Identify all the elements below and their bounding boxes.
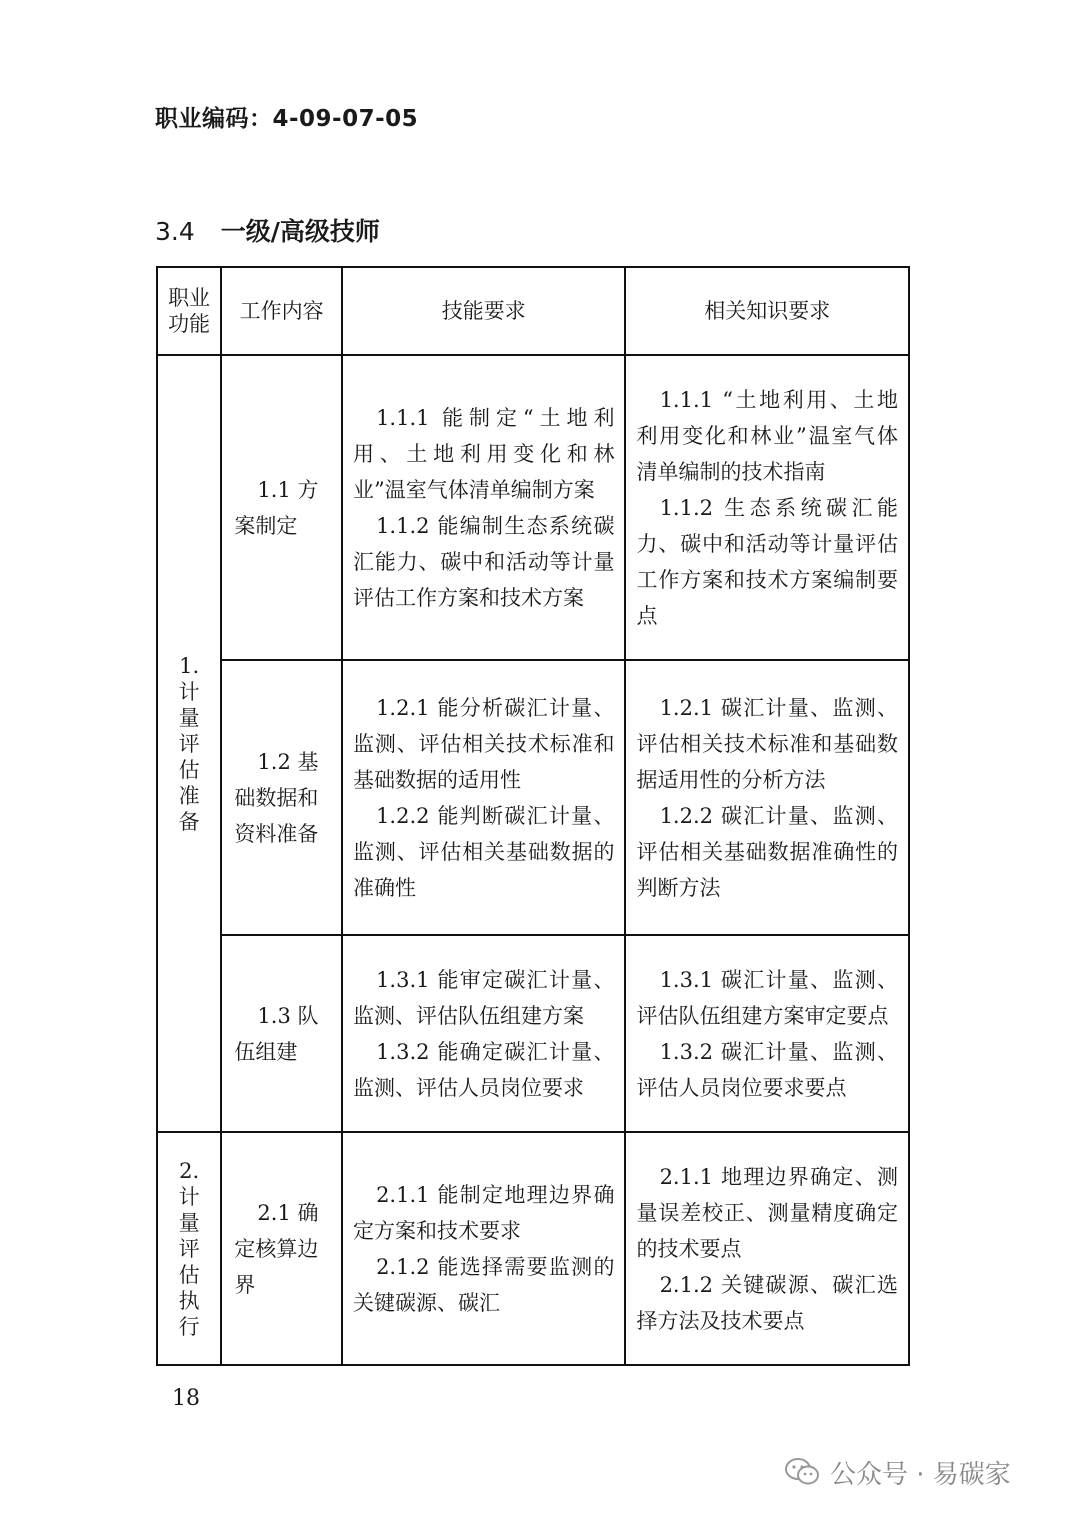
section-heading xyxy=(155,212,380,248)
skill-item: 1.3.2 能确定碳汇计量、监测、评估人员岗位要求 xyxy=(352,1039,615,1100)
table-row xyxy=(157,1132,909,1365)
skill-item: 1.1.2 能编制生态系统碳汇能力、碳中和活动等计量评估工作方案和技术方案 xyxy=(352,513,615,610)
knowledge-cell xyxy=(625,935,909,1132)
section-number: 3.4 xyxy=(155,217,195,246)
function-cell: 1.计量评估准备 xyxy=(157,355,221,1132)
knowledge-item: 1.3.1 碳汇计量、监测、评估队伍组建方案审定要点 xyxy=(636,967,898,1028)
page-number: 18 xyxy=(172,1386,200,1411)
work-content-cell: 1.1 方案制定 xyxy=(221,355,342,660)
header-work-content: 工作内容 xyxy=(221,267,342,355)
work-content-cell: 1.3 队伍组建 xyxy=(221,935,342,1132)
occupation-code: 职业编码：4-09-07-05 xyxy=(155,106,419,132)
skill-item: 1.2.2 能判断碳汇计量、监测、评估相关基础数据的准确性 xyxy=(352,803,615,900)
knowledge-item: 2.1.1 地理边界确定、测量误差校正、测量精度确定的技术要点 xyxy=(636,1164,898,1261)
header-skills: 技能要求 xyxy=(342,267,626,355)
knowledge-cell xyxy=(625,355,909,660)
header-knowledge: 相关知识要求 xyxy=(625,267,909,355)
header-function: 职业 功能 xyxy=(157,267,221,355)
skill-item: 1.2.1 能分析碳汇计量、监测、评估相关技术标准和基础数据的适用性 xyxy=(352,695,615,792)
knowledge-item: 1.2.2 碳汇计量、监测、评估相关基础数据准确性的判断方法 xyxy=(636,803,898,900)
table-row xyxy=(157,935,909,1132)
skills-cell xyxy=(342,1132,626,1365)
table-header-row xyxy=(157,267,909,355)
skill-item: 1.1.1 能制定“土地利用、土地利用变化和林业”温室气体清单编制方案 xyxy=(352,405,615,502)
knowledge-cell xyxy=(625,660,909,935)
function-cell: 2.计量评估执行 xyxy=(157,1132,221,1365)
requirements-table xyxy=(156,266,910,1366)
work-content-cell: 1.2 基础数据和资料准备 xyxy=(221,660,342,935)
skill-item: 1.3.1 能审定碳汇计量、监测、评估队伍组建方案 xyxy=(352,967,615,1028)
skills-cell xyxy=(342,355,626,660)
watermark xyxy=(784,1455,1011,1489)
section-title: 一级/高级技师 xyxy=(220,217,380,246)
knowledge-item: 1.2.1 碳汇计量、监测、评估相关技术标准和基础数据适用性的分析方法 xyxy=(636,695,898,792)
skill-item: 2.1.2 能选择需要监测的关键碳源、碳汇 xyxy=(352,1254,615,1315)
skills-cell xyxy=(342,935,626,1132)
knowledge-item: 2.1.2 关键碳源、碳汇选择方法及技术要点 xyxy=(636,1272,898,1333)
knowledge-item: 1.3.2 碳汇计量、监测、评估人员岗位要求要点 xyxy=(636,1039,898,1100)
skill-item: 2.1.1 能制定地理边界确定方案和技术要求 xyxy=(352,1182,615,1243)
knowledge-item: 1.1.1 “土地利用、土地利用变化和林业”温室气体清单编制的技术指南 xyxy=(636,387,898,484)
table-row xyxy=(157,355,909,660)
wechat-icon xyxy=(784,1457,820,1487)
table-row xyxy=(157,660,909,935)
knowledge-item: 1.1.2 生态系统碳汇能力、碳中和活动等计量评估工作方案和技术方案编制要点 xyxy=(636,495,898,628)
knowledge-cell xyxy=(625,1132,909,1365)
work-content-cell: 2.1 确定核算边界 xyxy=(221,1132,342,1365)
skills-cell xyxy=(342,660,626,935)
watermark-text: 公众号 · 易碳家 xyxy=(830,1459,1011,1490)
